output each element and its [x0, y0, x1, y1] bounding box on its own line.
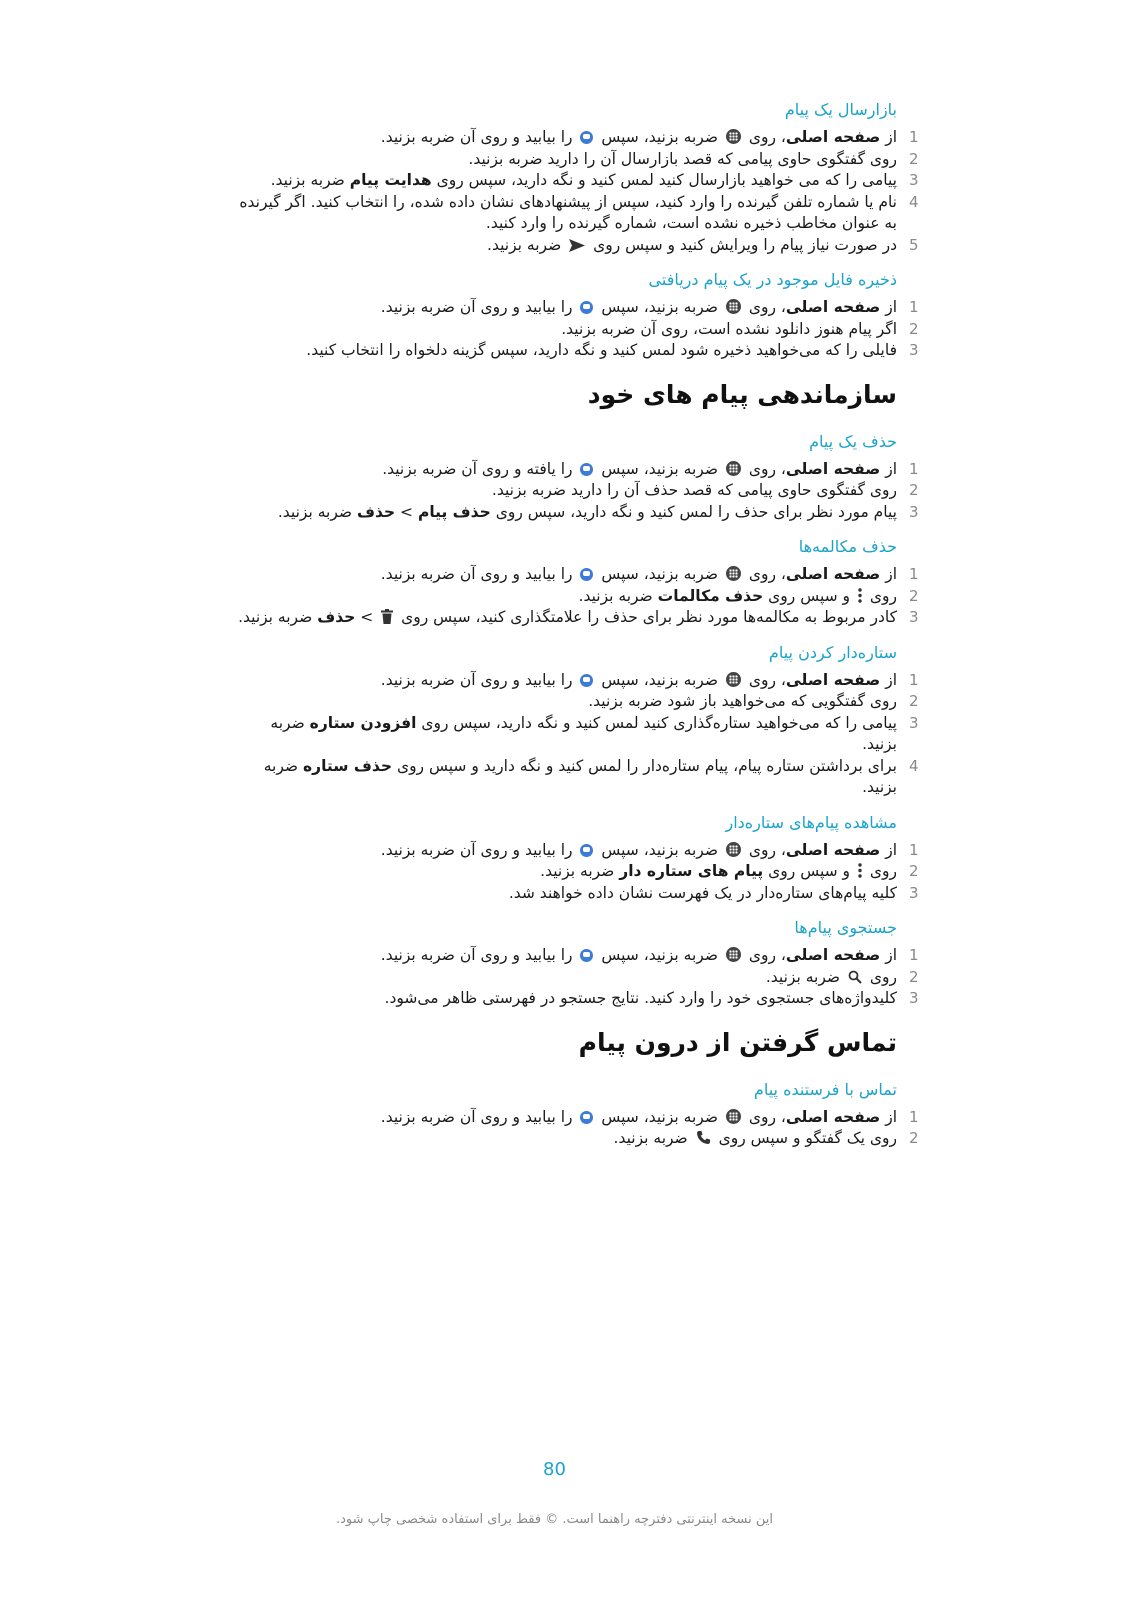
- step-text: ضربه بزنید.: [238, 608, 318, 626]
- send-icon: [569, 239, 585, 252]
- step: [235, 502, 925, 524]
- step-text: ضربه بزنید.: [277, 502, 357, 521]
- step-text: روی: [864, 967, 897, 986]
- step-text: روی: [864, 862, 897, 880]
- step-bold: صفحه اصلی: [785, 1107, 881, 1126]
- step-text: کادر مربوط به مکالمه‌ها مورد نظر برای حذف را علامتگذاری کنید، سپس روی: [396, 608, 897, 626]
- step-bold: صفحه اصلی: [785, 840, 881, 859]
- step-text: روی گفتگوی حاوی پیامی که قصد حذف آن را دارید ضربه بزنید.: [491, 481, 897, 499]
- subheading-forward-message: بازارسال یک پیام: [784, 100, 897, 119]
- steps-star-message: [235, 670, 925, 799]
- step-bold: حذف: [356, 502, 396, 521]
- step-bold: هدایت پیام: [349, 171, 432, 189]
- step-bold: صفحه اصلی: [785, 565, 881, 583]
- step: [235, 861, 925, 883]
- step-text: ضربه بزنید، سپس: [596, 1107, 723, 1126]
- step: [235, 945, 925, 967]
- step: [235, 670, 925, 692]
- apps-grid-icon: [726, 947, 741, 962]
- step-text: روی: [864, 586, 897, 605]
- step-text: ضربه بزنید.: [270, 171, 350, 189]
- search-icon: [848, 970, 862, 984]
- step-text: ضربه بزنید، سپس: [596, 946, 723, 964]
- step-number: 2: [909, 692, 919, 710]
- step-text: >: [395, 502, 418, 521]
- step-number: 1: [909, 1107, 919, 1126]
- step-text: ضربه بزنید.: [270, 713, 897, 753]
- step-text: پیامی را که می خواهید بازارسال کنید لمس کنید و نگه دارید، سپس روی: [431, 171, 897, 189]
- section-heading-organize: سازماندهی پیام های خود: [587, 379, 897, 409]
- step-text: را بیابید و روی آن ضربه بزنید.: [380, 128, 578, 146]
- messaging-app-icon: [580, 301, 593, 314]
- step-number: 1: [909, 565, 919, 583]
- page-number: 80: [543, 1459, 566, 1480]
- step-number: 2: [909, 586, 919, 605]
- kebab-menu-icon: [858, 863, 862, 878]
- steps-forward-message: [235, 127, 925, 256]
- step-text: و سپس روی: [763, 586, 855, 605]
- step-number: 1: [909, 840, 919, 859]
- messaging-app-icon: [580, 1111, 593, 1124]
- step-text: ، روی: [743, 565, 786, 583]
- step-text: از: [880, 840, 897, 859]
- step-bold: پیام های ستاره دار: [619, 862, 764, 880]
- step-text: را بیابید و روی آن ضربه بزنید.: [380, 670, 578, 689]
- step-bold: حذف مکالمات: [657, 586, 764, 605]
- step-number: 1: [909, 298, 919, 316]
- step-text: روی گفتگویی که می‌خواهید باز شود ضربه بزنید.: [588, 692, 897, 710]
- step-text: ، روی: [743, 946, 786, 964]
- messaging-app-icon: [580, 949, 593, 962]
- step-text: ضربه بزنید.: [613, 1129, 693, 1147]
- subheading-delete-message: حذف یک پیام: [809, 431, 897, 451]
- step-bold: صفحه اصلی: [785, 298, 881, 316]
- step-text: ضربه بزنید.: [578, 586, 658, 605]
- step-text: ضربه بزنید.: [263, 756, 897, 796]
- step-text: ضربه بزنید، سپس: [596, 298, 723, 316]
- step-text: >: [355, 608, 379, 626]
- step: [235, 340, 925, 362]
- step-bold: حذف ستاره: [303, 756, 393, 775]
- steps-call-sender: [235, 1107, 925, 1150]
- step: [235, 297, 925, 319]
- step: [235, 756, 925, 799]
- step: [235, 988, 925, 1010]
- trash-icon: [381, 609, 393, 624]
- step: [235, 319, 925, 341]
- step-bold: حذف: [317, 608, 356, 626]
- step: [235, 170, 925, 192]
- step-text: ضربه بزنید، سپس: [596, 128, 723, 146]
- step-number: 2: [909, 1129, 919, 1147]
- step-bold: افزودن ستاره: [309, 713, 417, 732]
- step-number: 3: [909, 341, 919, 359]
- messaging-app-icon: [580, 568, 593, 581]
- manual-page: [235, 100, 925, 1164]
- step-text: ضربه بزنید.: [540, 862, 620, 880]
- step-bold: حذف پیام: [417, 502, 491, 521]
- step-text: ضربه بزنید، سپس: [596, 670, 723, 689]
- step-number: 2: [909, 481, 919, 499]
- step-text: ، روی: [743, 128, 786, 146]
- step-number: 3: [909, 883, 919, 902]
- step: [235, 459, 925, 481]
- apps-grid-icon: [726, 566, 741, 581]
- apps-grid-icon: [726, 672, 741, 687]
- step-text: از: [880, 946, 897, 964]
- step-number: 3: [909, 989, 919, 1007]
- step-bold: صفحه اصلی: [785, 670, 881, 689]
- step-number: 4: [909, 756, 919, 775]
- step-text: ، روی: [743, 840, 786, 859]
- step: [235, 480, 925, 502]
- step-bold: صفحه اصلی: [785, 459, 881, 478]
- step-text: از: [880, 1107, 897, 1126]
- steps-save-attachment: [235, 297, 925, 362]
- step-text: ، روی: [743, 298, 786, 316]
- apps-grid-icon: [726, 129, 741, 144]
- messaging-app-icon: [580, 844, 593, 857]
- step-text: ، روی: [743, 670, 786, 689]
- step-text: از: [880, 670, 897, 689]
- steps-delete-message: [235, 459, 925, 524]
- step-number: 1: [909, 670, 919, 689]
- step-number: 3: [909, 502, 919, 521]
- step-number: 1: [909, 946, 919, 964]
- step-text: اگر پیام هنوز دانلود نشده است، روی آن ضربه بزنید.: [561, 319, 897, 338]
- step-number: 1: [909, 128, 919, 146]
- step: [235, 840, 925, 862]
- messaging-app-icon: [580, 131, 593, 144]
- step: [235, 127, 925, 149]
- footer-note: این نسخه اینترنتی دفترچه راهنما است. © فقط برای استفاده شخصی چاپ شود.: [336, 1512, 773, 1527]
- apps-grid-icon: [726, 299, 741, 314]
- subheading-delete-conversations: حذف مکالمه‌ها: [798, 537, 897, 556]
- step-number: 5: [909, 235, 919, 254]
- step-text: کلیه پیام‌های ستاره‌دار در یک فهرست نشان داده خواهند شد.: [508, 883, 897, 902]
- step-number: 3: [909, 171, 919, 189]
- step-text: ، روی: [743, 1107, 786, 1126]
- section-heading-call-from-message: تماس گرفتن از درون پیام: [578, 1027, 897, 1057]
- step-text: در صورت نیاز پیام را ویرایش کنید و سپس روی: [588, 235, 897, 254]
- step: [235, 564, 925, 586]
- subheading-call-sender: تماس با فرستنده پیام: [753, 1079, 897, 1099]
- step-text: را بیابید و روی آن ضربه بزنید.: [380, 1107, 578, 1126]
- step-number: 1: [909, 459, 919, 478]
- step-text: کلیدواژه‌های جستجوی خود را وارد کنید. نتایج جستجو در فهرستی ظاهر می‌شود.: [384, 989, 897, 1007]
- step-number: 2: [909, 862, 919, 880]
- step-text: برای برداشتن ستاره پیام، پیام ستاره‌دار را لمس کنید و نگه دارید و سپس روی: [392, 756, 897, 775]
- subheading-save-attachment: ذخیره فایل موجود در یک پیام دریافتی: [648, 270, 897, 289]
- step-text: را بیابید و روی آن ضربه بزنید.: [380, 298, 578, 316]
- step-text: از: [880, 298, 897, 316]
- steps-delete-conversations: [235, 564, 925, 629]
- step-text: را یافته و روی آن ضربه بزنید.: [382, 459, 578, 478]
- step-text: فایلی را که می‌خواهید ذخیره شود لمس کنید و نگه دارید، سپس گزینه دلخواه را انتخاب کنید.: [306, 341, 897, 359]
- kebab-menu-icon: [858, 588, 862, 603]
- step-text: را بیابید و روی آن ضربه بزنید.: [380, 946, 578, 964]
- step-text: ضربه بزنید، سپس: [596, 565, 723, 583]
- step-text: ضربه بزنید، سپس: [596, 459, 723, 478]
- phone-call-icon: [696, 1130, 711, 1145]
- steps-view-starred: [235, 840, 925, 905]
- apps-grid-icon: [726, 1109, 741, 1124]
- step-text: را بیابید و روی آن ضربه بزنید.: [380, 840, 578, 859]
- step-number: 4: [909, 192, 919, 211]
- step: [235, 607, 925, 629]
- apps-grid-icon: [726, 461, 741, 476]
- step: [235, 586, 925, 608]
- step: [235, 967, 925, 989]
- step: [235, 1128, 925, 1150]
- step-text: از: [880, 459, 897, 478]
- messaging-app-icon: [580, 463, 593, 476]
- step-number: 2: [909, 967, 919, 986]
- step-text: روی گفتگوی حاوی پیامی که قصد بازارسال آن را دارید ضربه بزنید.: [468, 149, 897, 168]
- step-number: 3: [909, 713, 919, 732]
- step: [235, 883, 925, 905]
- step: [235, 149, 925, 171]
- subheading-view-starred: مشاهده پیام‌های ستاره‌دار: [725, 812, 897, 832]
- messaging-app-icon: [580, 674, 593, 687]
- step-text: نام یا شماره تلفن گیرنده را وارد کنید، سپس از پیشنهادهای نشان داده شده، را انتخاب کنید. اگر گیرنده به عنوان مخاطب ذخیره نشده است، شماره گیرنده را وارد کنید.: [239, 192, 897, 232]
- step-text: پیامی را که می‌خواهید ستاره‌گذاری کنید لمس کنید و نگه دارید، سپس روی: [416, 713, 897, 732]
- step-text: ضربه بزنید، سپس: [596, 840, 723, 859]
- step-number: 3: [909, 608, 919, 626]
- steps-search-messages: [235, 945, 925, 1010]
- step: [235, 713, 925, 756]
- step-text: روی یک گفتگو و سپس روی: [713, 1129, 897, 1147]
- step-text: را بیابید و روی آن ضربه بزنید.: [380, 565, 578, 583]
- step: [235, 192, 925, 235]
- step-text: پیام مورد نظر برای حذف را لمس کنید و نگه دارید، سپس روی: [490, 502, 897, 521]
- step-bold: صفحه اصلی: [785, 128, 881, 146]
- step-text: از: [880, 565, 897, 583]
- step-text: ضربه بزنید.: [765, 967, 845, 986]
- step-text: از: [880, 128, 897, 146]
- subheading-star-message: ستاره‌دار کردن پیام: [768, 642, 897, 662]
- step-text: ، روی: [743, 459, 786, 478]
- apps-grid-icon: [726, 842, 741, 857]
- subheading-search-messages: جستجوی پیام‌ها: [794, 918, 897, 937]
- step-bold: صفحه اصلی: [785, 946, 881, 964]
- step-text: و سپس روی: [763, 862, 855, 880]
- step-number: 2: [909, 149, 919, 168]
- step-text: ضربه بزنید.: [487, 235, 567, 254]
- step: [235, 235, 925, 257]
- step: [235, 691, 925, 713]
- step-number: 2: [909, 319, 919, 338]
- step: [235, 1107, 925, 1129]
